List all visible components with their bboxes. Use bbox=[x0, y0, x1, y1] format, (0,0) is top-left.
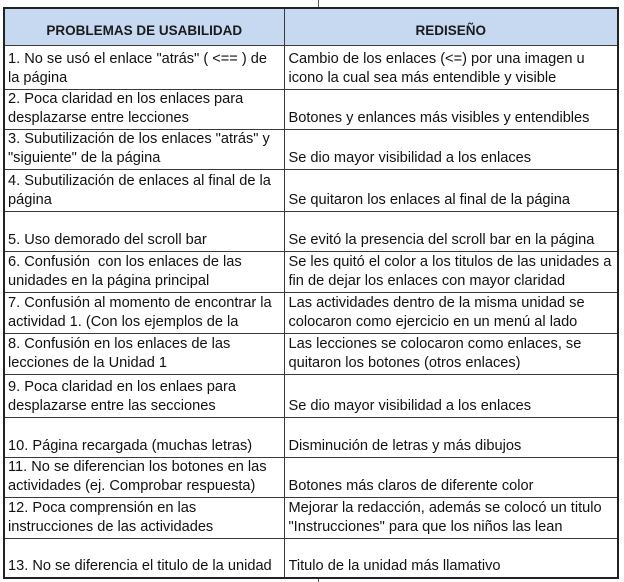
redesign-text-line: Las actividades dentro de la misma unidad se bbox=[288, 294, 585, 311]
redesign-cell bbox=[284, 89, 618, 129]
table-header-row bbox=[4, 8, 618, 45]
redesign-text-line: fin de dejar los enlaces con mayor claridad bbox=[288, 272, 566, 289]
problem-cell bbox=[4, 211, 284, 251]
table-row bbox=[4, 292, 618, 333]
header-problems: PROBLEMAS DE USABILIDAD bbox=[4, 8, 284, 45]
problem-text-line: actividades (ej. Comprobar respuesta) bbox=[8, 477, 256, 494]
problem-text-line: 13. No se diferencia el titulo de la unidad bbox=[8, 558, 272, 574]
problem-cell bbox=[4, 374, 284, 417]
problem-text-line: 12. Poca comprensión en las bbox=[8, 499, 197, 516]
problem-text-line: instrucciones de las actividades bbox=[8, 518, 214, 535]
problem-cell bbox=[4, 457, 284, 497]
redesign-cell bbox=[284, 457, 618, 497]
problem-text-line: lecciones de la Unidad 1 bbox=[8, 354, 168, 371]
usability-table bbox=[3, 7, 619, 579]
redesign-cell bbox=[284, 538, 618, 578]
problem-text-line: la página bbox=[8, 69, 68, 86]
problem-text-line: 3. Subutilización de los enlaces "atrás" y bbox=[8, 130, 270, 147]
redesign-text-line: Botones más claros de diferente color bbox=[288, 477, 534, 494]
redesign-text-line: Se dio mayor visibilidad a los enlaces bbox=[288, 149, 532, 166]
redesign-text-line: "Instrucciones" para que los niños las lean bbox=[288, 518, 563, 535]
table-row bbox=[4, 45, 618, 89]
problem-text-line: unidades en la página principal bbox=[8, 272, 210, 289]
problem-text-line: 10. Página recargada (muchas letras) bbox=[8, 437, 253, 454]
redesign-text-line: icono la cual sea más entendible y visible bbox=[288, 69, 557, 86]
header-redesign: REDISEÑO bbox=[284, 8, 618, 45]
redesign-text-line: Mejorar la redacción, además se colocó un titulo bbox=[288, 499, 602, 516]
redesign-cell bbox=[284, 211, 618, 251]
redesign-text-line: Se dio mayor visibilidad a los enlaces bbox=[288, 397, 532, 414]
redesign-cell bbox=[284, 497, 618, 538]
table-row bbox=[4, 457, 618, 497]
table-row bbox=[4, 251, 618, 292]
problem-text-line: 5. Uso demorado del scroll bar bbox=[8, 231, 207, 248]
problem-text-line: 7. Confusión al momento de encontrar la bbox=[8, 294, 272, 311]
problem-text-line: 2. Poca claridad en los enlaces para bbox=[8, 90, 244, 107]
problem-cell bbox=[4, 129, 284, 169]
problem-text-line: 8. Confusión en los enlaces de las bbox=[8, 335, 231, 352]
table-row bbox=[4, 129, 618, 169]
problem-cell bbox=[4, 417, 284, 457]
table-row bbox=[4, 211, 618, 251]
problem-cell bbox=[4, 333, 284, 374]
table-row bbox=[4, 374, 618, 417]
redesign-cell bbox=[284, 417, 618, 457]
problem-text-line: página bbox=[8, 191, 52, 208]
redesign-text-line: quitaron los botones (otros enlaces) bbox=[288, 354, 521, 371]
redesign-cell bbox=[284, 45, 618, 89]
redesign-text-line: colocaron como ejercicio en un menú al lado bbox=[288, 313, 578, 330]
redesign-cell bbox=[284, 292, 618, 333]
problem-cell bbox=[4, 169, 284, 211]
redesign-cell bbox=[284, 333, 618, 374]
table-row bbox=[4, 333, 618, 374]
problem-text-line: 4. Subutilización de enlaces al final de la bbox=[8, 172, 271, 189]
redesign-text-line: Se evitó la presencia del scroll bar en la página bbox=[288, 231, 595, 248]
problem-text-line: 11. No se diferencian los botones en las bbox=[8, 458, 267, 475]
problem-cell bbox=[4, 45, 284, 89]
redesign-text-line: Se quitaron los enlaces al final de la página bbox=[288, 191, 571, 208]
redesign-text-line: Titulo de la unidad más llamativo bbox=[288, 558, 501, 574]
table-row bbox=[4, 497, 618, 538]
redesign-text-line: Cambio de los enlaces (<=) por una imagen u bbox=[288, 50, 585, 67]
redesign-text-line: Disminución de letras y más dibujos bbox=[288, 437, 522, 454]
problem-cell bbox=[4, 292, 284, 333]
redesign-cell bbox=[284, 251, 618, 292]
problem-text-line: desplazarse entre lecciones bbox=[8, 109, 189, 126]
redesign-cell bbox=[284, 169, 618, 211]
redesign-text-line: Botones y enlances más visibles y entendibles bbox=[288, 109, 590, 126]
problem-cell bbox=[4, 251, 284, 292]
redesign-cell bbox=[284, 374, 618, 417]
table-row bbox=[4, 538, 618, 578]
redesign-text-line: Las lecciones se colocaron como enlaces, se bbox=[288, 335, 582, 352]
problem-text-line: "siguiente" de la página bbox=[8, 149, 161, 166]
problem-text-line: actividad 1. (Con los ejemplos de la bbox=[8, 313, 239, 330]
problem-cell bbox=[4, 538, 284, 578]
problem-text-line: desplazarse entre las secciones bbox=[8, 397, 216, 414]
problem-cell bbox=[4, 89, 284, 129]
redesign-text-line: Se les quitó el color a los titulos de las unidades a bbox=[288, 253, 612, 270]
problem-text-line: 9. Poca claridad en los enlaes para bbox=[8, 378, 236, 395]
redesign-cell bbox=[284, 129, 618, 169]
table-row bbox=[4, 169, 618, 211]
problem-cell bbox=[4, 497, 284, 538]
table-row bbox=[4, 417, 618, 457]
problem-text-line: 1. No se usó el enlace "atrás" ( <== ) de bbox=[8, 50, 268, 67]
table-row bbox=[4, 89, 618, 129]
problem-text-line: 6. Confusión con los enlaces de las bbox=[8, 253, 242, 270]
